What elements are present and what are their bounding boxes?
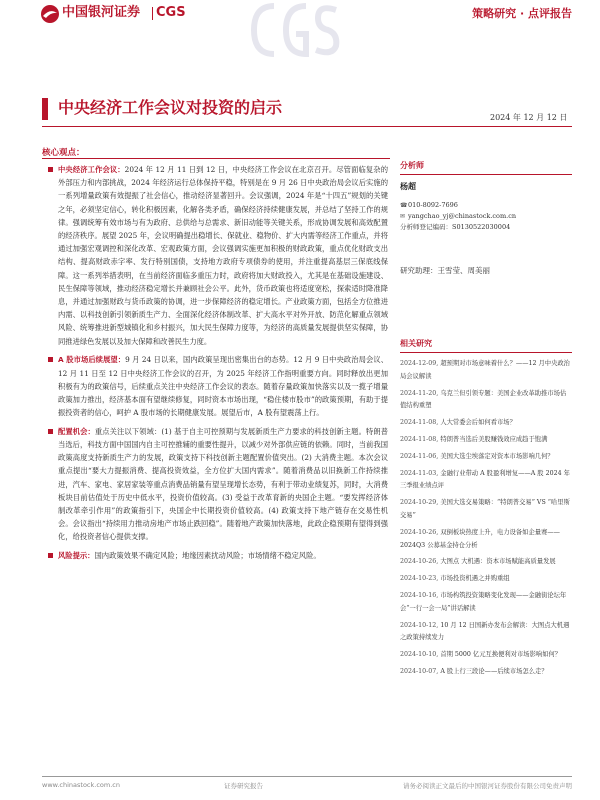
related-item[interactable]: [400, 527, 572, 553]
footer-divider: [42, 776, 572, 777]
related-date: 2024-11-06,: [400, 452, 439, 460]
footer-report-label: 证券研究报告: [224, 782, 263, 790]
related-item[interactable]: [400, 620, 572, 646]
analyst-heading: 分析师: [400, 160, 572, 175]
paragraph-risk: [58, 549, 388, 562]
paragraph-allocation: [58, 425, 388, 544]
related-item[interactable]: [400, 358, 572, 384]
company-name: 中国银河证券: [62, 5, 141, 20]
report-date: 2024 年 12 月 12 日: [490, 113, 568, 122]
analyst-email: [400, 211, 572, 222]
related-item[interactable]: [400, 388, 572, 414]
title-accent-bar: [42, 98, 48, 120]
paragraph-lead: 配置机会：: [58, 426, 95, 436]
related-title: 乌克兰但引领专题：美国企业改革助推市场估值结构重塑: [400, 389, 567, 410]
related-date: 2024-10-26,: [400, 558, 439, 566]
paragraph-text: 国内政策效果不确定风险；地缘因素扰动风险；市场情绪不稳定风险。: [94, 551, 321, 561]
related-date: 2024-12-09,: [400, 360, 439, 367]
related-title: 美国大选交易策略：“特朗普交易” VS “哈里斯交易”: [400, 499, 570, 519]
email-icon: ✉: [400, 213, 406, 220]
paragraph-text: 2024 年 12 月 11 日到 12 日，中央经济工作会议在北京召开。尽管面临复杂的外部压力和内部挑战，2024 年经济运行总体保持平稳，特别是在 9 月 26 日中央政治局会议后实施的一系列增量政策有效提振了社会信心，推动经济显著回升。会议强调，2024 年是“十四五”规划的关键之年，必须坚定信心，转化积极因素，化解各类矛盾，确保经济持续健康发展，并总结了坚持工作的规律。强调统筹有效市场与有为政府、总供给与总需求、新旧动能等关键关系，形成协调发展和高效配置的经济秩序。展望 2025 年，会议明确提出稳增长、保就业、稳物价、扩大内需等经济工作重点，并将通过加强宏观调控和深化改革、宏观政策方面，会议强调实施更加积极的财政政策，重点优化财政支出结构、提高财政赤字率、发行特别国债，支持地方政府专项债券的使用，并注重提高基层三保底线保障。这一系列举措表明，在当前经济面临多重压力时，政府将加大财政投入，尤其是在基础设施建设、民生保障等领域，推动经济稳定增长并兼顾社会公平。此外，货币政策也将适度宽松，探索适时降准降息，并通过加强财政与货币政策的协调，进一步保障经济的稳定增长。产业政策方面，包括全方位推进内需、以科技创新引领新质生产力、全面深化经济体制改革、扩大高水平对外开放、防范化解重点领域风险、统筹推进新型城镇化和乡村振兴，加大民生保障力度等，为经济的高质量发展提供坚实保障，协同推进绿色发展以及加大保障和改善民生力度。: [58, 165, 388, 346]
related-date: 2024-11-08,: [400, 435, 439, 443]
related-title: 大图点 大机遇：资本市场赋能高质量发展: [440, 558, 556, 566]
paragraph-lead: A 股市场后续展望：: [58, 355, 126, 365]
sidebar: [400, 160, 572, 683]
bullet-icon: [46, 353, 56, 366]
paragraph-lead: 风险提示：: [58, 551, 95, 561]
related-date: 2024-10-12,: [400, 621, 439, 629]
related-item[interactable]: [400, 451, 572, 464]
analyst-phone: [400, 200, 572, 211]
related-date: 2024-10-16,: [400, 591, 439, 599]
related-title: 10 月 12 日国新办发布会解读：大图点大机遇之政策持续发力: [400, 621, 570, 642]
research-assistants: 研究助理：王雪莹、周美丽: [400, 266, 490, 275]
related-date: 2024-10-07,: [400, 667, 439, 675]
paragraph-market-outlook: [58, 353, 388, 419]
related-title: 人大常委会后如何看市场？: [440, 419, 516, 427]
footer-disclaimer: 请务必阅读正文最后的中国银河证券股份有限公司免责声明: [403, 782, 572, 790]
footer-website[interactable]: www.chinastock.com.cn: [42, 781, 120, 789]
company-logo-icon: [40, 4, 60, 24]
paragraph-lead: 中央经济工作会议：: [58, 165, 125, 174]
related-heading: 相关研究: [400, 338, 572, 353]
bullet-icon: [46, 549, 56, 562]
related-item[interactable]: [400, 434, 572, 447]
related-item[interactable]: [400, 497, 572, 523]
bullet-icon: [46, 425, 56, 438]
related-date: 2024-10-10,: [400, 651, 439, 659]
related-item[interactable]: [400, 590, 572, 616]
page-title: 中央经济工作会议对投资的启示: [58, 98, 283, 117]
title-divider: [42, 126, 572, 127]
main-content: [58, 163, 388, 568]
paragraph-conference: [58, 163, 388, 348]
related-title: 首期 5000 亿元互换便利对市场影响如何？: [440, 651, 562, 659]
logo-divider: [152, 7, 153, 20]
related-title: 特朗普当选后美股赚钱效应成趋于饱满: [440, 435, 548, 443]
analyst-registration: 分析师登记编码：S0130522030004: [400, 223, 511, 231]
related-title: 美国大选尘埃落定对资本市场影响几何？: [440, 452, 554, 460]
paragraph-text: 9 月 24 日以来，国内政策呈现出密集出台的态势。12 月 9 日中央政治局会议、12 月 11 日至 12 日中央经济工作会议的召开，为 2025 年经济工作指明重要方向。同时释放出更加积极有为的政策信号，后续重点关注中央经济工作会议的表态。随着存量政策加快落实以及一揽子增量政策加力推出，经济基本面有望继续修复，同时资本市场出现，“稳住楼市股市”的政策预期，有助于提振投资者的信心，呵护 A 股市场的长期健康发展。展望后市，A 股有望震荡上行。: [58, 355, 388, 418]
related-date: 2024-10-29,: [400, 499, 439, 507]
related-item[interactable]: [400, 556, 572, 569]
related-item[interactable]: [400, 666, 572, 679]
company-abbrev: CGS: [156, 5, 186, 20]
key-points-label: 核心观点：: [42, 148, 85, 158]
email-address[interactable]: yangchao_yj@chinastock.com.cn: [408, 212, 517, 220]
related-date: 2024-11-20,: [400, 389, 439, 397]
phone-number[interactable]: 010-8092-7696: [408, 201, 458, 209]
related-date: 2024-11-08,: [400, 419, 439, 427]
related-title: 市场构筑投资策略变化发现——金融街论坛年会“一行一会一局”讲话解读: [400, 591, 567, 612]
related-date: 2024-11-03,: [400, 469, 439, 477]
related-date: 2024-10-23,: [400, 575, 439, 583]
phone-icon: ☎: [400, 202, 408, 209]
related-title: 市场投资机遇之并购重组: [440, 575, 510, 583]
watermark-graphic: [248, 0, 340, 58]
related-title: 双倒板块热度上升，电力设备如企量赛——2024Q3 公募基金持仓分析: [400, 528, 560, 549]
paragraph-text: 重点关注以下领域：(1) 基于自主可控预期与发展新质生产力要求的科技创新主题。特朗普当选后，科技方面中国国内自主可控推辅的重要性提升，以减少对外部供应链的依赖。同时，当前我国政策高度支持新质生产力的发展，政策支持下科技创新主题配置价值突出。(2) 大消费主题。本次会议重点提出“要大力提振消费、提高投资效益，全方位扩大国内需求”。随着消费品以旧换新工作持续推进，汽车、家电、家居家装等重点消费品销量有望呈现增长态势，有利于带动业绩复苏，同时，大消费板块目前估值处于历史中低水平，投资价值较高。(3) 受益于改革育新的央国企主题。“要发挥经济体制改革牵引作用”的政策指引下，央国企中长期投资价值较高。(4) 政策支持下地产链存在交易性机会。会议指出“持续用力推动房地产市场止跌回稳”。随着地产政策加快落地，此政企稳预期有望得到强化，给投资者信心提供支撑。: [58, 426, 389, 542]
related-item[interactable]: [400, 573, 572, 586]
related-title: 金融行业带动 A 股盈利增复——A 股 2024 年三季报业绩点评: [400, 469, 570, 490]
related-date: 2024-10-26,: [400, 528, 439, 536]
report-type: 策略研究 · 点评报告: [472, 7, 572, 20]
related-item[interactable]: [400, 417, 572, 430]
related-item[interactable]: [400, 649, 572, 662]
related-title: A 股上行三段论——后续市场怎么走？: [440, 667, 548, 675]
related-research: [400, 338, 572, 679]
key-points-divider: [42, 158, 390, 159]
bullet-icon: [46, 163, 56, 176]
analyst-name: 杨超: [400, 181, 416, 191]
related-title: 超预期对市场意味着什么？——12 月中央政治局会议解读: [400, 360, 570, 380]
related-item[interactable]: [400, 468, 572, 494]
